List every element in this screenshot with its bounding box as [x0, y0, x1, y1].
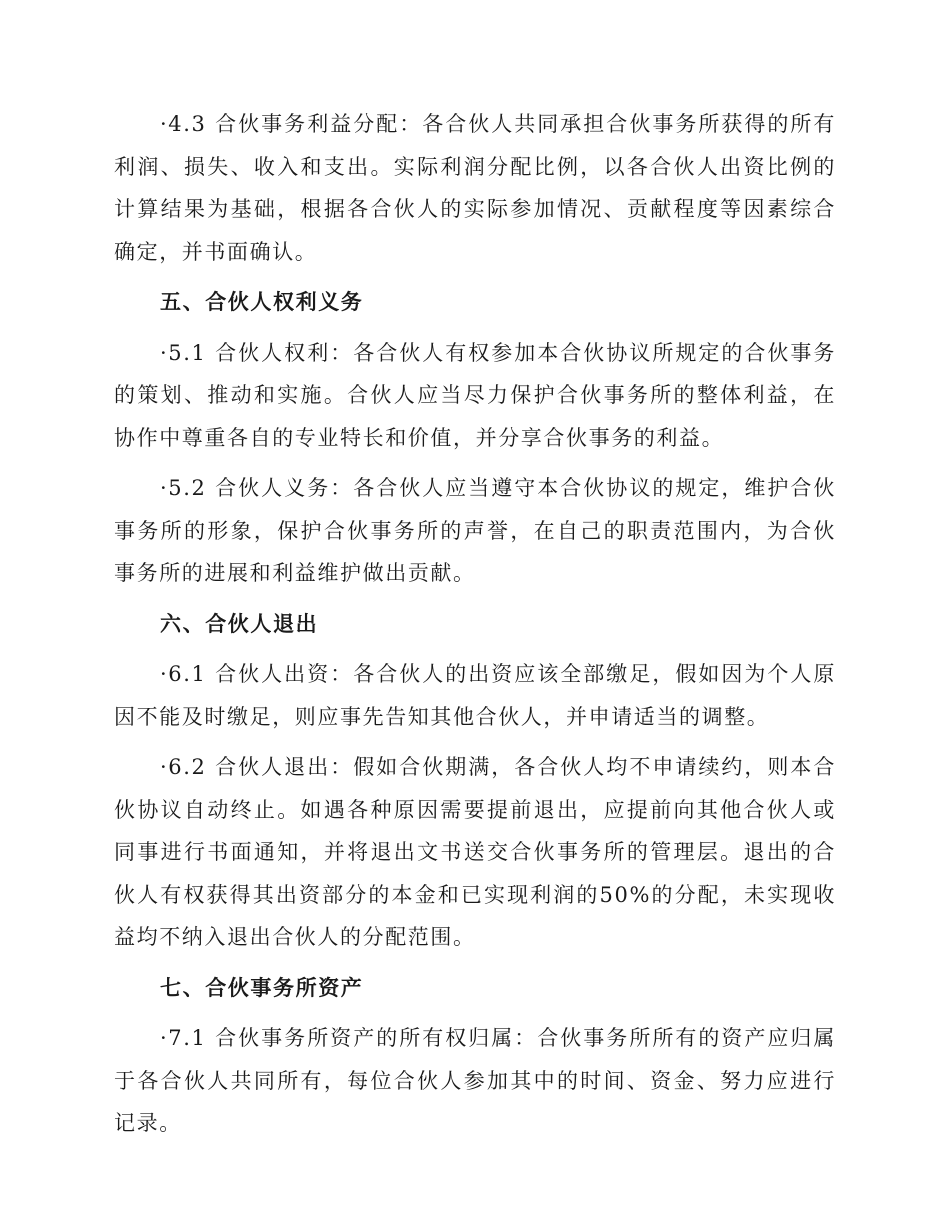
document-body — [114, 103, 836, 1145]
paragraph-4-3: ·4.3 合伙事务利益分配：各合伙人共同承担合伙事务所获得的所有利润、损失、收入和支出。实际利润分配比例，以各合伙人出资比例的计算结果为基础，根据各合伙人的实际参加情况、贡献程度等因素综合确定，并书面确认。 — [114, 112, 836, 264]
paragraph-6-2: ·6.2 合伙人退出：假如合伙期满，各合伙人均不申请续约，则本合伙协议自动终止。如遇各种原因需要提前退出，应提前向其他合伙人或同事进行书面通知，并将退出文书送交合伙事务所的管理层。退出的合伙人有权获得其出资部分的本金和已实现利润的50%的分配，未实现收益均不纳入退出合伙人的分配范围。 — [114, 755, 836, 949]
paragraph-5-1: ·5.1 合伙人权利：各合伙人有权参加本合伙协议所规定的合伙事务的策划、推动和实施。合伙人应当尽力保护合伙事务所的整体利益，在协作中尊重各自的专业特长和价值，并分享合伙事务的利益。 — [114, 340, 836, 450]
paragraph-5-2: ·5.2 合伙人义务：各合伙人应当遵守本合伙协议的规定，维护合伙事务所的形象，保护合伙事务所的声誉，在自己的职责范围内，为合伙事务所的进展和利益维护做出贡献。 — [114, 476, 836, 585]
section-heading-7: 七、合伙事务所资产 — [160, 974, 364, 1000]
section-heading-6: 六、合伙人退出 — [160, 610, 319, 636]
paragraph-6-1: ·6.1 合伙人出资：各合伙人的出资应该全部缴足，假如因为个人原因不能及时缴足，则应事先告知其他合伙人，并申请适当的调整。 — [114, 662, 836, 729]
paragraph-7-1: ·7.1 合伙事务所资产的所有权归属：合伙事务所所有的资产应归属于各合伙人共同所有，每位合伙人参加其中的时间、资金、努力应进行记录。 — [114, 1026, 836, 1135]
section-heading-5: 五、合伙人权利义务 — [160, 289, 364, 314]
